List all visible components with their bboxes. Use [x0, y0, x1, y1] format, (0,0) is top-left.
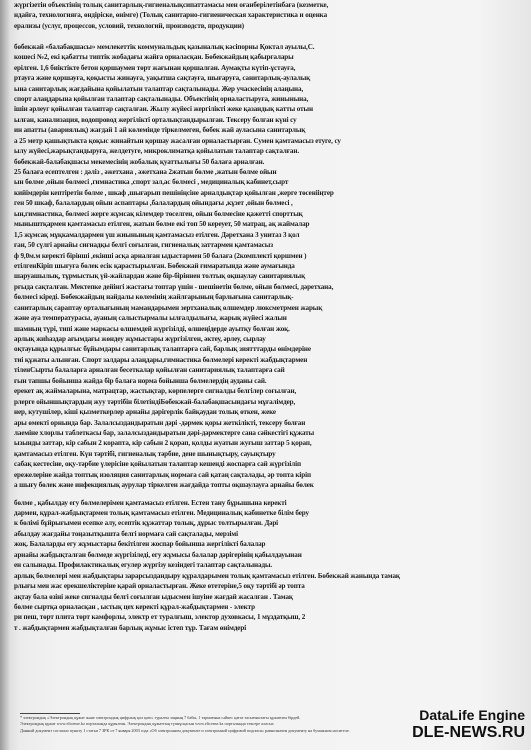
document-line: тиі құжаты алынған. Спорт залдары алаңдары,гимнастика бөлмелері керекті жабдықтармен	[14, 355, 308, 364]
document-line: ережелеріне жайда топтық изоляция санитарлық нормаға сай қатаң сақталады, әр топта кіріп	[14, 470, 311, 479]
document-line: ішін әрлеуг қойылған талаптар сақталған. Жылу жүйесі жергілікті жеке қазандық катты отын	[14, 105, 313, 114]
document-line: а 25 метр қашықтыкта қоқыс жинайтын қоршау жасалған орналастырған. Сумен қамтамасыз етуге, су	[14, 136, 341, 145]
document-line: арнайы жабдықталған бөлмеде жүргізіледі, егу жұмысы балалар дәрігерінің қабылдауынан	[14, 550, 302, 559]
document-line: ерілген. 1,6 биіктікте бетон қоршаумен төрт жағынан қоршалған. Аумақты күтіп-ұстауға,	[14, 63, 296, 72]
document-line: ри пеш, төрт плита төрт камфорлы, электр ет туралғыш, электор духовкасы, 1 мұздатқыш, 2	[14, 613, 306, 622]
document-line: ерализы (услуг, процессов, условий, технологий, производств, продукции)	[14, 21, 245, 30]
document-line: лаеміне хлорлы таблеткасы бар, залалсыздандыратын дәрі-дәрмектерге сана сәйкестігі құжаты	[14, 428, 315, 437]
document-line: т . жабдықтармен жабдықталған барлық жұмыс істеп тұр. Тағам өнімдері	[14, 623, 247, 632]
document-line: кийімдерін кептіретін бөлме , шкаф ,шығарып пешініңсіне арналдықтар қойылған ,жерге төсенііңтер	[14, 188, 334, 197]
document-line: және ауа температурасы, ауаның салыстырмалы ылғалдылығы, жарық жүйесі жалын	[14, 314, 287, 323]
footnote-line: Электрондық құжат www.elicense.kz порталында құрылған. Электрондық құжаттың түпнұсқасын www.elicense.kz порталында тексере аласыз.	[20, 721, 275, 727]
document-line: арлық жиһаздар ағымдағы жөндеу жұмыстары жүргізілген, әктеу, әрлеу, сырлау	[14, 335, 266, 343]
document-line: ын бөлме ,ойын бөлмесі ,гимнастика ,спорт зал,ас бөлмесі , медициналық кабинет,сырт	[14, 178, 289, 187]
document-line: ртауға және қоршауға, қоқысты жинауға, уақытша сақтауға, шығаруға, санитарлық-аулалық	[14, 74, 311, 83]
document-line: тіленСырты балаларға арналған бесеткалар қойылған санитариялық талаптарға сай	[14, 366, 285, 375]
document-line: спорт алаңдарына қойылған талаптар сақталынады. Объектінің орналастыруға, жинынына,	[14, 94, 309, 103]
document-line: жоқ. Балаларды егу жұмыстары бекітілген жоспар бойынша жергілікті балалар	[14, 540, 266, 549]
document-line: ылған, канализация, водопровод жергілікті орталықтандырылған. Тексеру болған күні су	[14, 115, 297, 124]
document-line: рғыда сақталған. Мектепке дейінгі жастағы топтар үшін - шешінетін бөлме, ойын бөлмесі, дәретхана,	[14, 282, 334, 291]
document-line: арлық бөлмелері мен жабдықтары зарарсыздандыру құралдарымен толық қамтамасыз етілген. Бөбекжай жанында тамақ	[14, 571, 400, 580]
document-line: кошесі №2, екі қабатты типтік жобадағы жайға орналасқан. Бөбекжайдың қабырғалары	[14, 53, 294, 62]
document-line: бөлмесі кіреді. Бөбекжайдың найдалы көлемінің жайлғарының барлығына санитарлық-	[14, 293, 294, 302]
document-line: рлерге ойыншықтардың жуу тәртібін бiлетіндіБөбекжай-балабақшасындағы мұғалiмдер,	[14, 397, 296, 406]
document-line: шамның түрі, типі және маркасы өлшемдей жүргізілді, өлшеңідерде ауытқу болған жоқ.	[14, 324, 290, 333]
document-line: к бөлімі бұйрығымен есепке алу, есептік құжаттар толық, дұрыс толтырылған. Дәрі	[14, 519, 279, 528]
document-line: ына санитарлық жағдайына қойылатын талаптар сақталынады. Жер учаскесінің алаңына,	[14, 84, 304, 93]
watermark-datalife-engine: DataLife Engine	[419, 707, 525, 723]
document-line: ылу жүйесі,жарықтандыруға, желдетуге, микроклиматқа қойылатын талаптар сақталған.	[14, 147, 300, 156]
document-line: ары өмекті орнында бар. Залалсыздандыратын дәрі -дәрмек қоры жеткілікті, тексеру болған	[14, 418, 306, 427]
document-line: абылдау жағдайы тоңазытқышта белгі нормаға сай сақталады, мерзімі	[14, 529, 239, 538]
scan-edge-shadow	[0, 0, 10, 750]
document-line: қамтамасыз етілген. Күн тәртібі, гигиеналық тәрбие, дене шынықтыру, сауықтыру	[14, 449, 276, 458]
document-line: рлығы мен жас ерекшеліктеріне қарай орналастырған. Жеке өтетеріне,5 оқу тәртібі әр топта	[14, 582, 305, 591]
document-line: 1,5 жұмсақ мұқкамалдармен үш жиынының қамтамасыз етілген. Дәретхана 3 унитаз 3 қол	[14, 230, 300, 239]
document-line: бөбекжай «балабақшасы» мемлекеттік коммунальдық қазыналық кәсіпорны Қоктал ауылы,С.	[14, 42, 315, 51]
document-line: нер, кутушілер, кіші қызметкерлер арнайы дәрігерлік байқаудан толық өткен, жеке	[14, 408, 276, 417]
document-line: мыныштқармен қамтамасыз етілген, жатын бөлме екі топ 50 кереует, 50 матрац, ақ жаймалар	[14, 220, 310, 229]
document-line: 25 балаға есептелген : дәліз , әжетхана , әжетхана 2жатын бөлме ,жатын бөлме ойын	[14, 168, 277, 176]
document-line: ндайға, технологияға, өндіріске, өнімге) (Толық санитарно-гигиеническая характеристика и оценка	[14, 11, 328, 20]
document-line: бөлме сыртқа орналасқан , ыстық цех керекті құрал-жабдықтармен - электр	[14, 602, 255, 611]
watermark-dle-news: DLE-NEWS.RU	[412, 724, 525, 741]
document-line: дармен, құрал-жабдықтармен толық қамтамасыз етілген. Медициналық кабинетке білім беру	[14, 509, 310, 517]
document-line: жүргізетін объектінің толық санитарлық-гигиеналықсипаттамасы мен оғанберілетінбаға (кезметке,	[14, 1, 329, 9]
document-line: ерекет ақ жаймаларына, матрацтар, жастықтар, көрпелерге сигналды белгілер соғылған,	[14, 387, 297, 396]
document-line: ген 50 шкаф, балалардың ойын аспаптары ,балалардың ойындағы ,кұзет ,ойын бөлмесі ,	[14, 199, 293, 208]
footnote-line: Данный документ согласно пункту 1 статьи 7 ЗРК от 7 января 2003 года «Об электронном документе и электронной цифровой подписи» равнозначен документу на бумажном носителе.	[20, 727, 350, 733]
document-line: бөлме , қабылдау егу бөлмелерімен қамтамасыз етілген. Естен тану бұрышына керекті	[14, 498, 287, 507]
document-line	[14, 31, 531, 41]
document-body	[14, 0, 531, 633]
document-line: санитарлық сарaптау орталығының мамандарымен зертханалық өлшемдер люксметрмен жарық	[14, 303, 323, 312]
document-line: ен салынады. Профилактикалық егулер жүргізу кезіндегі талаптар сақталынады.	[14, 561, 273, 570]
document-line: ған, 50 сүлгі арнайы сиғнадқы белгі соғылған, гигиеналық заттармен қамтамасыз	[14, 241, 273, 250]
document-line: ақтау бала өзіні жеке сигналды белгі соғылған ыдысмен ішуіне жағдай жасалған . Тамақ	[14, 592, 293, 601]
footnote-line: * электрондық «Электрондық құжат және электрондық цифрлық қол қою» туралғы заңның 7 бабы, 1 тармағына сәйкес қағаз тасығыштағы құжатпен бірдей.	[20, 715, 301, 720]
document-line: етілгенКіріп шығуға бөлек есік қарастырылған. Бөбекжай ғимаратында және аумағында	[14, 261, 295, 270]
document-line: оқтауында құрылғыс бұйымдары санитарлық талаптарға сай, барлық зиятттарды өнімдеріне	[14, 345, 311, 354]
document-line: сабақ кестесіне, оқу-тәрбие үлерісіне қойылатын талаптар кешенді жоспарға сай жүргізіліп	[14, 460, 302, 469]
document-line: шаруашылық, тұрмыстық үй-жайлардан және бір-біріннен толтық оқшаулау санитариялық	[14, 272, 306, 281]
document-line: ызынды заттар, кір сабын 2 корапта, кір сабын 2 қорап, қолды жуатын жуғыш заттар 5 қорап,	[14, 439, 312, 448]
footnote-rule	[20, 713, 80, 714]
paragraph-gap	[14, 491, 531, 498]
document-line: ин апатты (авариялық) жағдай 1 ай көлемінде тіркелмеген, бөбек жай ауласына санитарлық	[14, 126, 306, 135]
document-line: ғын тапшы бойынша жайда бір балаға норма бойынша бөлмелердің ауданы сай.	[14, 376, 267, 385]
document-line: а шығу бөлек және инфекциялық аурулар тіркелген жағдайда топты оқшаулауға арнайы бөлек	[14, 481, 314, 490]
document-line: бөбекжай-балабақшасы мекемесінің жобалық қуаттылығы 50 балаға арналған.	[14, 157, 265, 166]
document-line: ын,гимнастика, бөлмесі жерге жұмсақ кілемдер төселген, ойын бөлмесіне қажетті спорттық	[14, 209, 303, 218]
document-line: ф 9,0м.м керекті біріншi ,екінші асқа арналған ыдыстармен 50 балаға (2комплекті қоршмен )	[14, 251, 307, 260]
